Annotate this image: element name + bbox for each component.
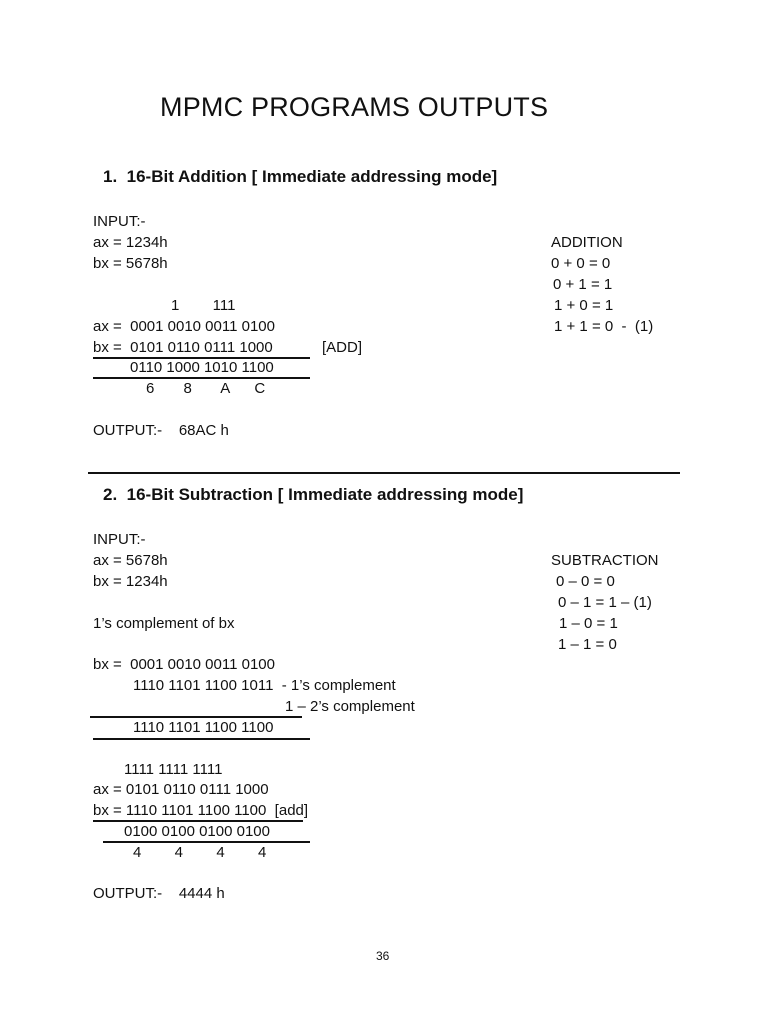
section2-bx-value: bx = 1234h xyxy=(93,573,168,590)
section2-rule-item: 1 – 0 = 1 xyxy=(559,615,618,632)
section2-result-rule xyxy=(103,841,310,843)
section2-complement-rule xyxy=(90,716,302,718)
section1-result-binary: 0110 1000 1010 1100 xyxy=(130,359,274,376)
section2-rule-item: 0 – 0 = 0 xyxy=(556,573,615,590)
section1-result-hex: 6 8 A C xyxy=(146,380,266,397)
section1-bx-binary: bx = 0101 0110 0111 1000 xyxy=(93,339,273,356)
section2-ax-binary: ax = 0101 0110 0111 1000 xyxy=(93,781,269,798)
section2-rule-item: 0 – 1 = 1 – (1) xyxy=(558,594,652,611)
section1-input-label: INPUT:- xyxy=(93,213,146,230)
section1-result-rule xyxy=(93,377,310,379)
section-separator xyxy=(88,472,680,474)
section1-rule-item: 1 + 0 = 1 xyxy=(554,297,614,314)
section1-rules-title: ADDITION xyxy=(551,234,623,251)
section2-result-hex: 4 4 4 4 xyxy=(133,844,267,861)
section2-bx-binary: bx = 0001 0010 0011 0100 xyxy=(93,656,275,673)
section2-twos-result: 1110 1101 1100 1100 xyxy=(133,719,274,736)
section2-sum-rule xyxy=(93,820,303,822)
section2-ones-complement: 1110 1101 1100 1011 - 1’s complement xyxy=(133,677,396,694)
section2-rule-item: 1 – 1 = 0 xyxy=(558,636,617,653)
section2-complement-label: 1’s complement of bx xyxy=(93,615,235,632)
section2-carry-row: 1111 1111 1111 xyxy=(124,761,223,778)
section1-op-label: [ADD] xyxy=(322,339,363,356)
section1-ax-binary: ax = 0001 0010 0011 0100 xyxy=(93,318,275,335)
section2-heading: 2. 16-Bit Subtraction [ Immediate addressing mode] xyxy=(103,485,524,504)
section2-input-label: INPUT:- xyxy=(93,531,146,548)
section1-rule-item: 0 + 1 = 1 xyxy=(553,276,613,293)
section1-rule-item: 1 + 1 = 0 - (1) xyxy=(554,318,654,335)
section2-output: OUTPUT:- 4444 h xyxy=(93,885,225,902)
section1-rule-item: 0 + 0 = 0 xyxy=(551,255,611,272)
section2-result-binary: 0100 0100 0100 0100 xyxy=(124,823,270,840)
section1-heading: 1. 16-Bit Addition [ Immediate addressing mode] xyxy=(103,167,498,186)
section1-ax-value: ax = 1234h xyxy=(93,234,168,251)
section1-bx-value: bx = 5678h xyxy=(93,255,168,272)
section2-rules-title: SUBTRACTION xyxy=(551,552,659,569)
page-title: MPMC PROGRAMS OUTPUTS xyxy=(160,92,549,122)
section1-output: OUTPUT:- 68AC h xyxy=(93,422,229,439)
section2-bx-add: bx = 1110 1101 1100 1100 [add] xyxy=(93,802,309,819)
section1-carry-row: 1 111 xyxy=(171,297,236,314)
section2-twos-complement: 1 – 2’s complement xyxy=(285,698,415,715)
section2-ax-value: ax = 5678h xyxy=(93,552,168,569)
page-number: 36 xyxy=(376,949,390,963)
section2-twos-rule xyxy=(93,738,310,740)
